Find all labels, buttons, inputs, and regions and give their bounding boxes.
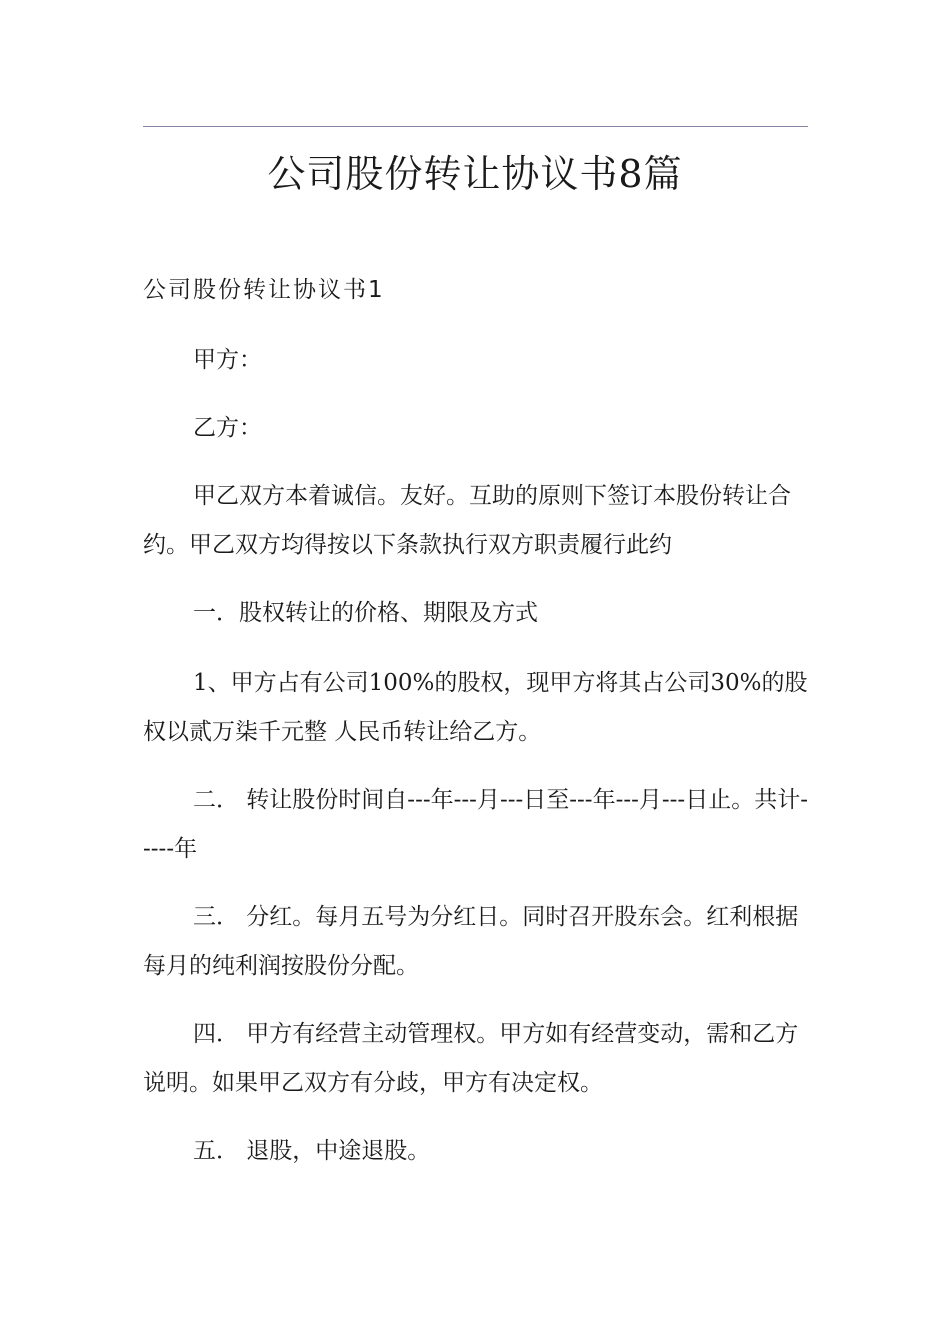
clause-5-paragraph: 五． 退股，中途退股。: [193, 1138, 431, 1164]
clause-1-item-1: 1、甲方占有公司100%的股权，现甲方将其占公司30%的股权以贰万柒千元整 人民币转让给乙方。: [143, 670, 808, 745]
clause-1-heading: 一．股权转让的价格、期限及方式: [193, 600, 538, 626]
clause-4-paragraph: 四． 甲方有经营主动管理权。甲方如有经营变动，需和乙方说明。如果甲乙双方有分歧，甲方有决定权。: [143, 1021, 799, 1096]
clause-2-paragraph: 二． 转让股份时间自---年---月---日至---年---月---日止。共计-----年: [143, 787, 808, 862]
header-rule: [143, 126, 808, 127]
party-b-line: 乙方：: [193, 415, 262, 441]
preamble-paragraph: 甲乙双方本着诚信。友好。互助的原则下签订本股份转让合约。甲乙双方均得按以下条款执行双方职责履行此约: [143, 483, 791, 558]
document-title: 公司股份转让协议书8篇: [267, 152, 683, 196]
clause-3-paragraph: 三． 分红。每月五号为分红日。同时召开股东会。红利根据每月的纯利润按股份分配。: [143, 904, 799, 979]
section-heading: 公司股份转让协议书1: [143, 277, 385, 303]
party-a-line: 甲方：: [193, 347, 262, 373]
